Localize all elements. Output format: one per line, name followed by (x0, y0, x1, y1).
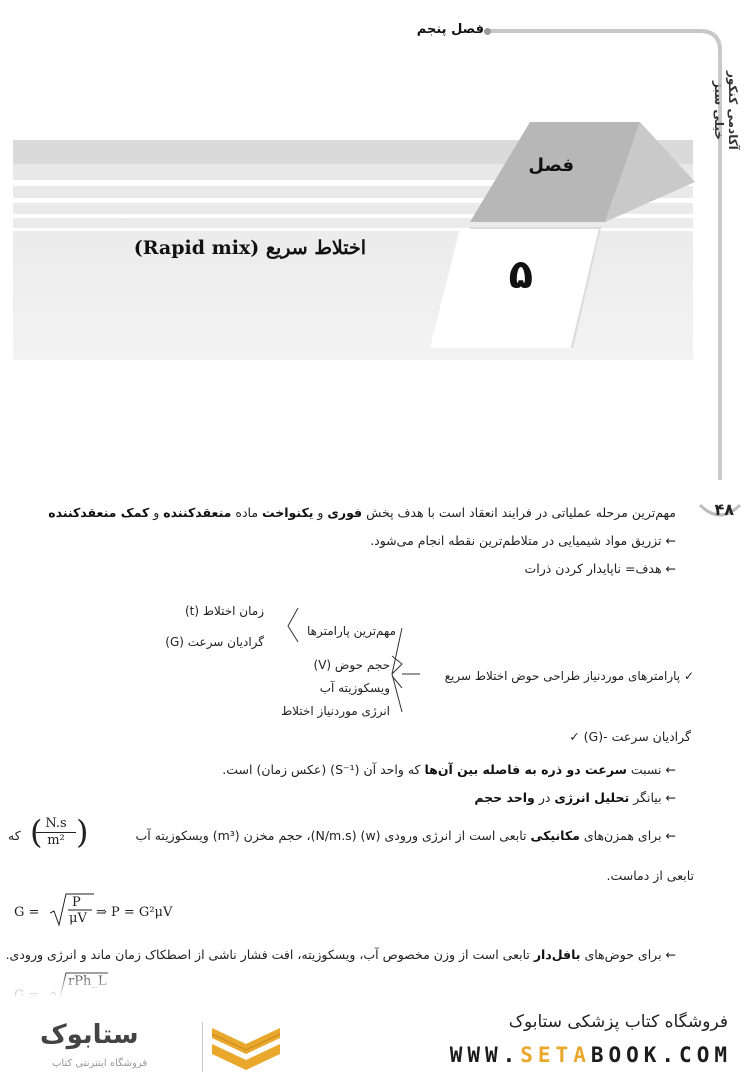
page-number: ۴۸ (714, 500, 734, 519)
diagram-leaf-2: گرادیان سرعت (G) (165, 635, 264, 649)
header-dot (484, 28, 491, 35)
gradient-heading: ✓ (G)- گرادیان سرعت (569, 729, 691, 744)
chapter-label: فصل پنجم (416, 22, 484, 37)
gradient-line-2: ← بیانگر تحلیل انرژی در واحد حجم (474, 790, 676, 805)
fraction-paren-left: ( (30, 813, 43, 851)
fraction-paren-right: ) (76, 813, 89, 851)
diagram-root: ✓ پارامترهای موردنیاز طراحی حوض اختلاط سریع (444, 669, 694, 683)
gradient-line-3: ← برای همزن‌های مکانیکی تابعی است از انرژی ورودی (w) (N/m.s)، حجم مخزن (m³) ویسکوزیته آب (135, 828, 676, 843)
diagram-leaf-1: زمان اختلاط (t) (184, 604, 264, 618)
intro-paragraph: مهم‌ترین مرحله عملیاتی در فرایند انعقاد است با هدف پخش فوری و یکنواخت ماده منعقدکننده و کمک منعقدکننده (48, 505, 676, 520)
gradient-line-1: ← نسبت سرعت دو ذره به فاصله بین آن‌ها که واحد آن (S⁻¹) (عکس زمان) است. (222, 762, 676, 777)
chapter-word: فصل (528, 155, 574, 176)
store-url-link[interactable]: WWW.SETABOOK.COM (449, 1043, 732, 1067)
setabook-logo-icon (208, 1020, 284, 1078)
chapter-title: اختلاط سریع (Rapid mix) (133, 237, 366, 259)
diagram-branch-4: انرژی موردنیاز اختلاط (281, 704, 390, 718)
intro-line-1: ← تزریق مواد شیمیایی در متلاطم‌ترین نقطه انجام می‌شود. (370, 533, 676, 548)
diagram-branch-1: مهم‌ترین پارامترها (307, 624, 396, 638)
diagram-branch-3: ویسکوزیته آب (319, 681, 390, 695)
vertical-brand: آکادمی کنکور خیلی سبز (712, 70, 740, 150)
chapter-number: ۵ (508, 252, 533, 298)
diagram-branch-2: حجم حوض (V) (313, 658, 390, 672)
diagram-brackets (260, 598, 440, 728)
setabook-logo-subtitle: فروشگاه اینترنتی کتاب (52, 1058, 148, 1069)
store-name: فروشگاه کتاب پزشکی ستابوک (508, 1012, 728, 1032)
gradient-line-3-end: که (8, 828, 21, 843)
setabook-logo-text: ستابوک (40, 1020, 139, 1050)
logo-divider (202, 1022, 203, 1072)
gradient-line-5: ← برای حوض‌های بافل‌دار تابعی است از وزن مخصوص آب، ویسکوزیته، افت فشار ناشی از اصطکاک زمان ماند و انرژی ورودی. (5, 947, 676, 962)
gradient-line-4: تابعی از دماست. (606, 868, 694, 883)
viscosity-unit-fraction: N.s m² (36, 816, 76, 848)
intro-line-2: ← هدف= ناپایدار کردن ذرات (524, 561, 676, 576)
